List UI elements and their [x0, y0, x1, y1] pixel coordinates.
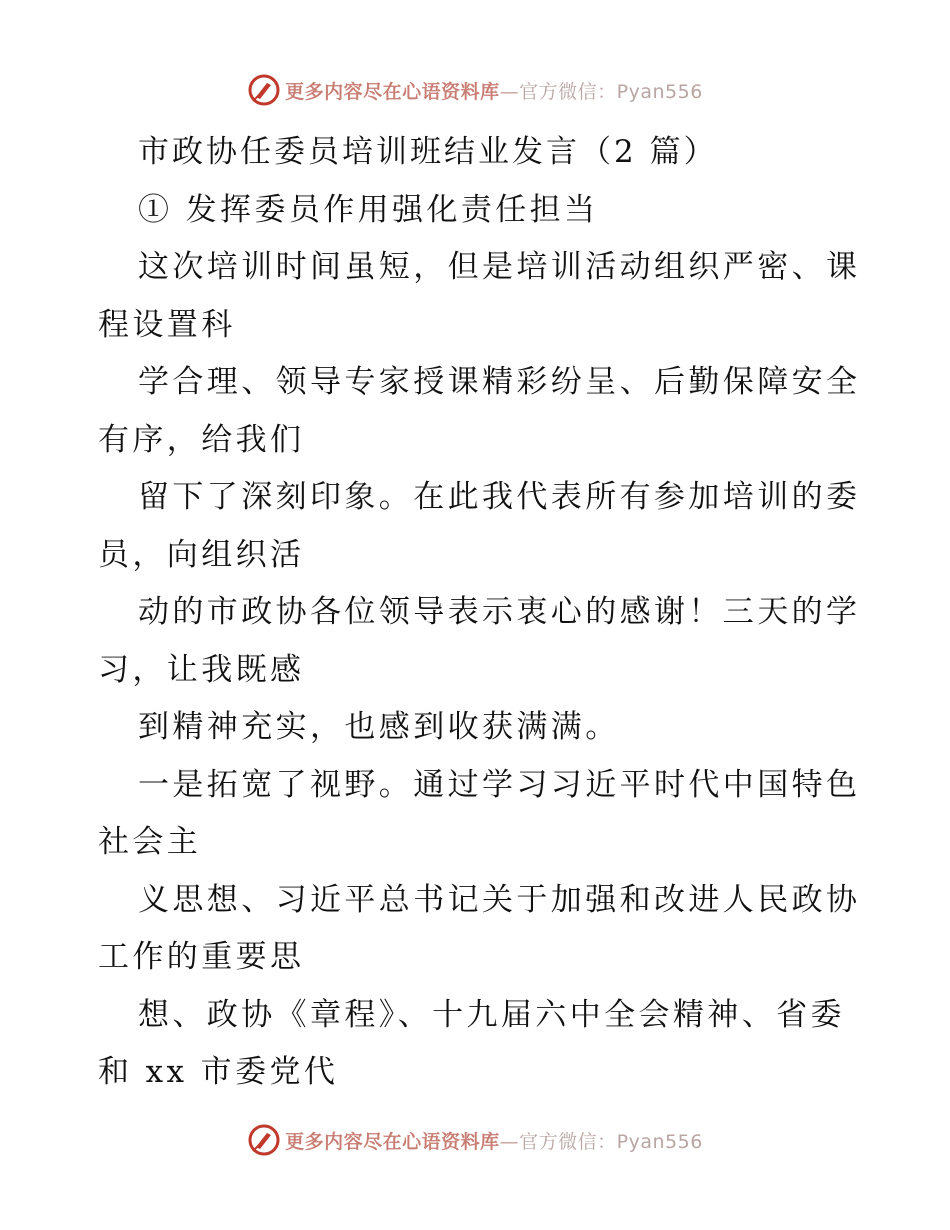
watermark-contact: 官方微信：Pyan556 [519, 1130, 703, 1153]
paragraph-line: 到精神充实，也感到收获满满。 [138, 709, 620, 745]
paragraph-line: 一是拓宽了视野。通过学习习近平时代中国特色 [138, 766, 861, 803]
paragraph-line: 和 xx 市委党代 [98, 1054, 339, 1090]
watermark-brand: 更多内容尽在心语资料库 [285, 80, 500, 103]
watermark-header [0, 70, 950, 110]
section-heading: ① 发挥委员作用强化责任担当 [138, 191, 599, 228]
quill-logo-icon [247, 1123, 281, 1157]
paragraph-line: 习，让我既感 [98, 651, 305, 688]
paragraph-line: 程设置科 [98, 306, 236, 343]
paragraph-line: 有序，给我们 [98, 421, 305, 458]
watermark-brand: 更多内容尽在心语资料库 [285, 1130, 500, 1153]
quill-logo-icon [247, 73, 281, 107]
watermark-footer [0, 1120, 950, 1160]
document-body [98, 124, 861, 1102]
watermark-separator: — [499, 80, 520, 103]
watermark-separator: — [499, 1130, 520, 1153]
paragraph-line: 留下了深刻印象。在此我代表所有参加培训的委 [138, 479, 861, 515]
paragraph-line: 这次培训时间虽短，但是培训活动组织严密、课 [138, 249, 861, 285]
watermark-contact: 官方微信：Pyan556 [519, 80, 703, 103]
paragraph-line: 员，向组织活 [98, 536, 305, 573]
watermark-text [285, 1127, 703, 1154]
paragraph-line: 学合理、领导专家授课精彩纷呈、后勤保障安全 [138, 364, 861, 400]
paragraph-line: 工作的重要思 [98, 939, 305, 975]
document-title: 市政协任委员培训班结业发言（2 篇） [138, 134, 718, 170]
watermark-text [285, 77, 703, 104]
paragraph-line: 动的市政协各位领导表示衷心的感谢！三天的学 [138, 594, 861, 630]
paragraph-line: 想、政协《章程》、十九届六中全会精神、省委 [138, 996, 845, 1033]
paragraph-line: 义思想、习近平总书记关于加强和改进人民政协 [138, 881, 861, 918]
paragraph-line: 社会主 [98, 824, 202, 860]
